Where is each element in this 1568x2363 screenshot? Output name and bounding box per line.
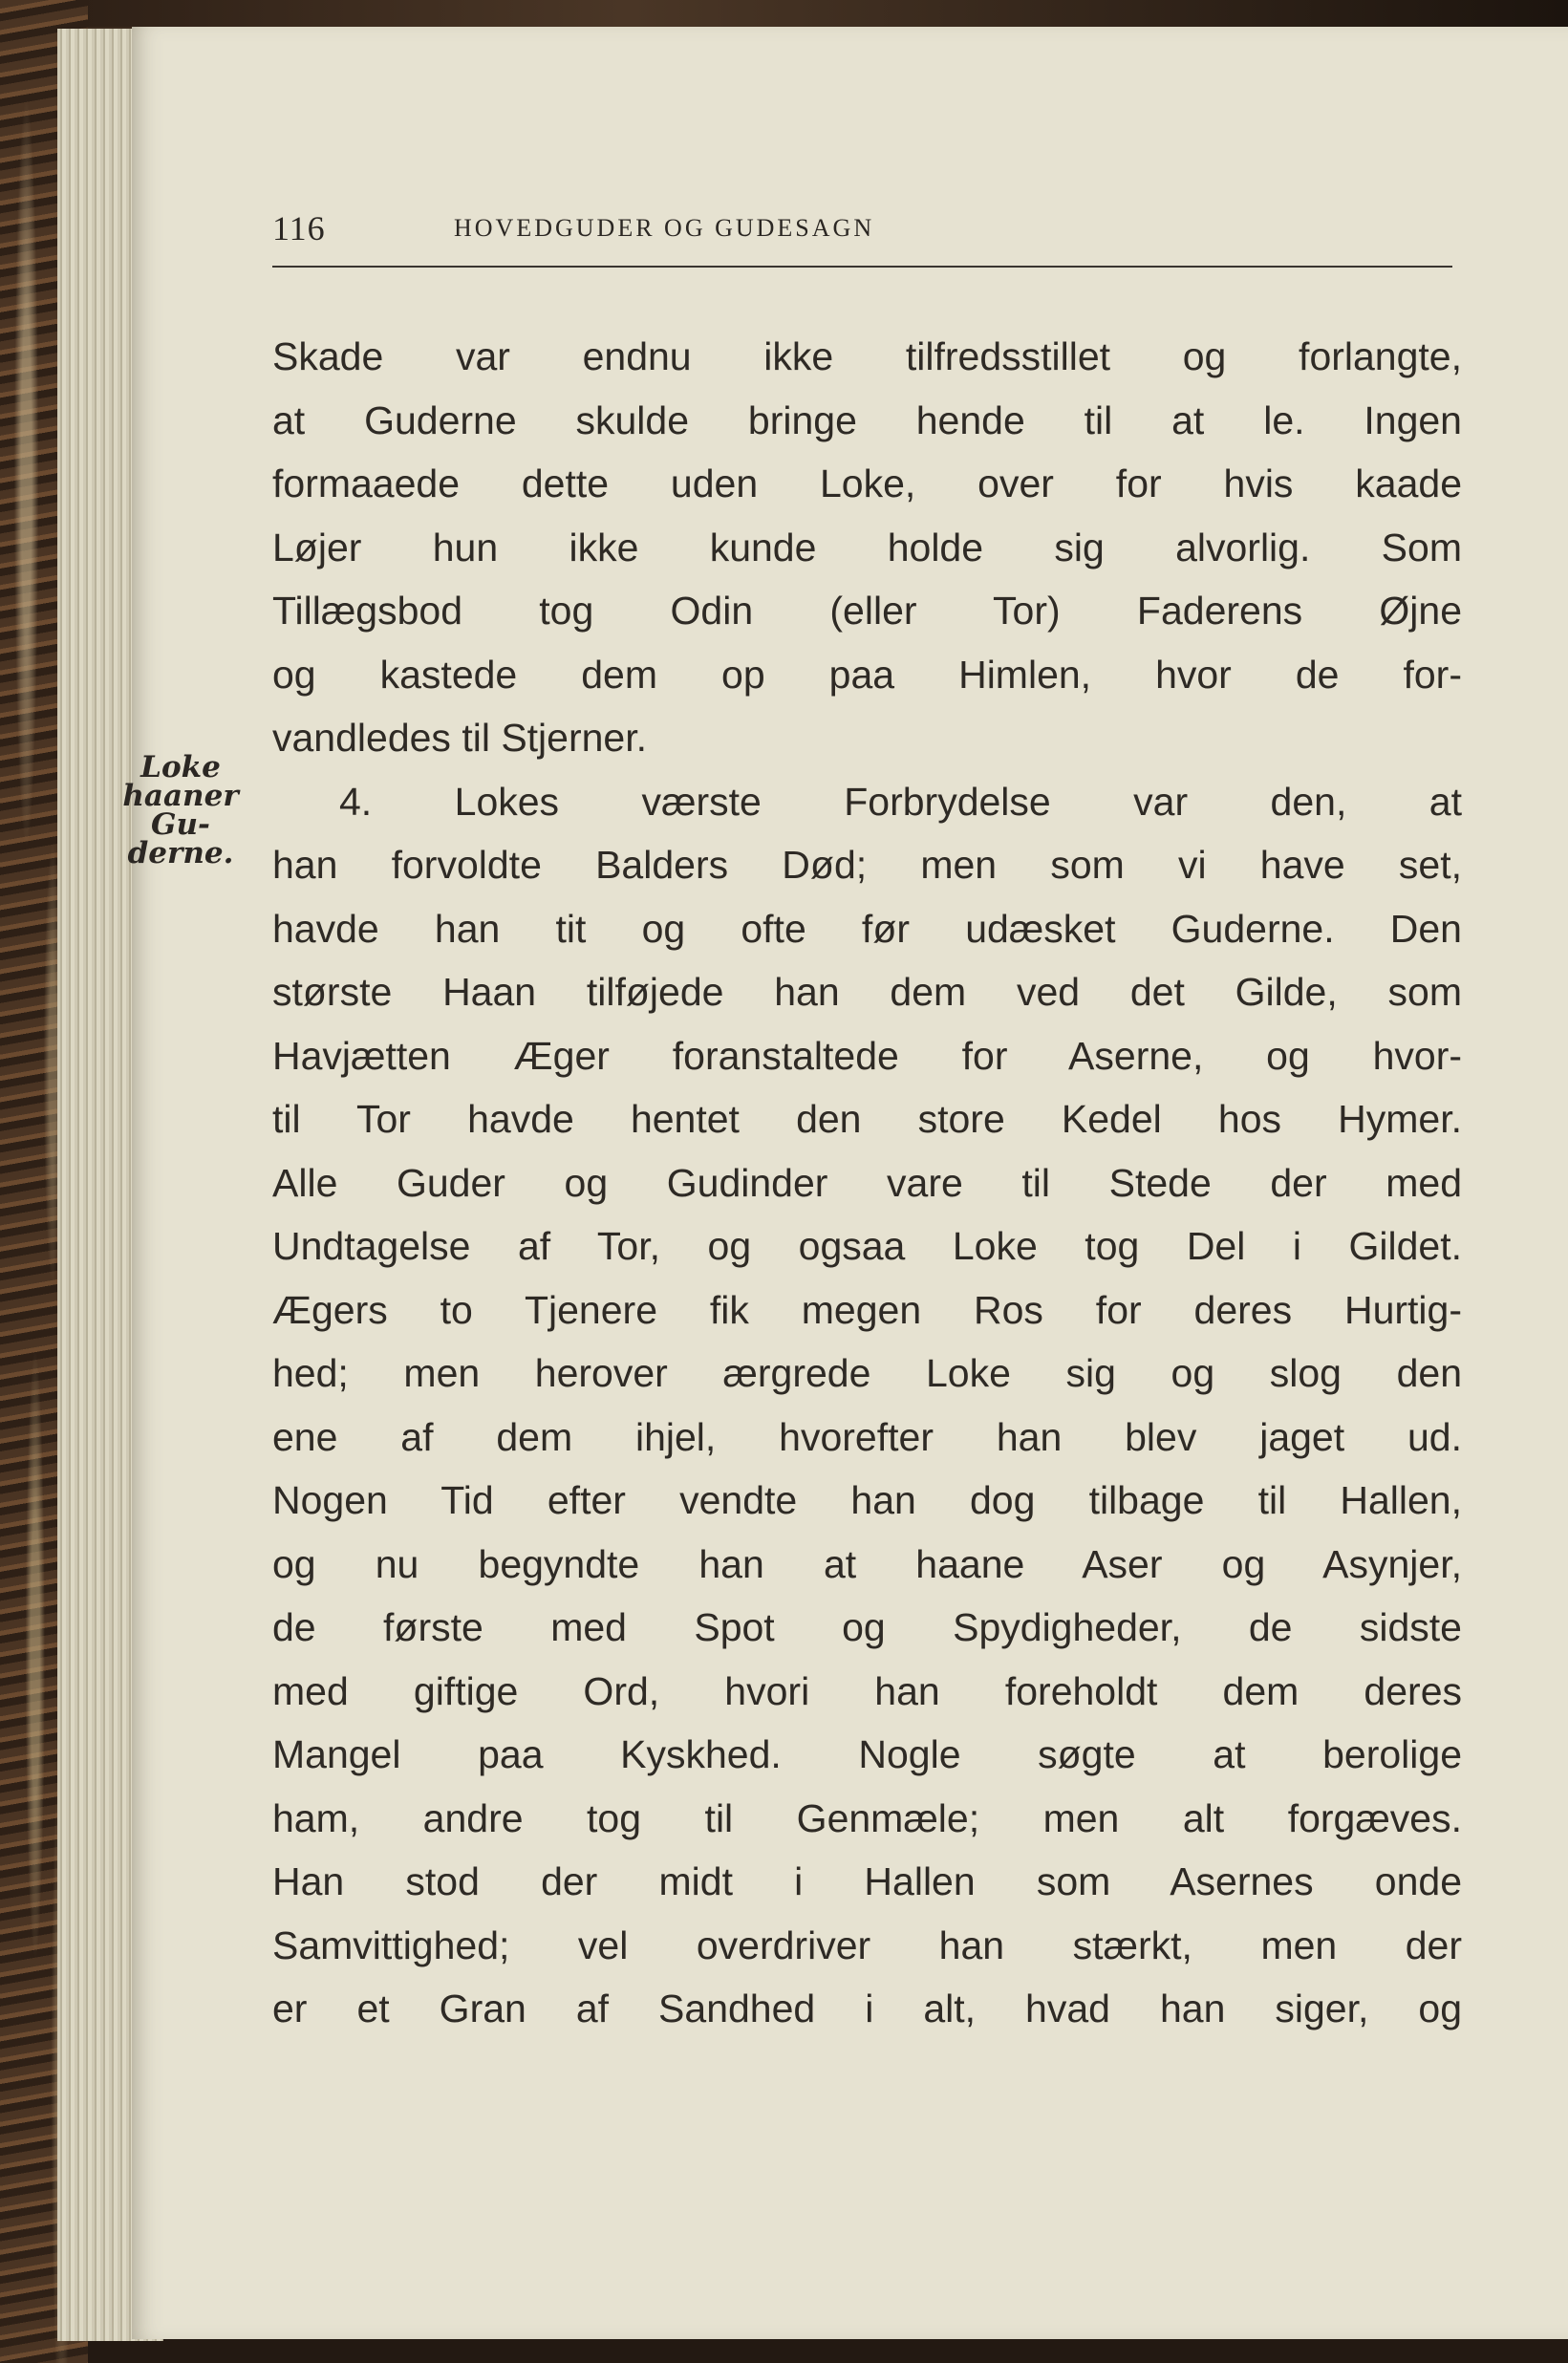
text-line: ene af dem ihjel, hvorefter han blev jaget ud. xyxy=(272,1414,1462,1459)
margin-note-line: haaner xyxy=(122,779,239,813)
margin-note-line: derne. xyxy=(127,836,234,870)
page-number: 116 xyxy=(272,209,326,247)
text-line: Nogen Tid efter vendte han dog tilbage til Hallen, xyxy=(272,1478,1462,1522)
text-line: han forvoldte Balders Død; men som vi have set, xyxy=(272,843,1462,887)
scan-background-top xyxy=(0,0,1568,27)
text-line: og kastede dem op paa Himlen, hvor de for- xyxy=(272,652,1462,697)
text-line: ham, andre tog til Genmæle; men alt forgæves. xyxy=(272,1795,1462,1840)
text-line: Han stod der midt i Hallen som Asernes onde xyxy=(272,1859,1462,1903)
text-line: Havjætten Æger foranstaltede for Aserne, og hvor- xyxy=(272,1033,1462,1078)
text-line: til Tor havde hentet den store Kedel hos Hymer. xyxy=(272,1097,1462,1141)
body-text xyxy=(272,325,1462,2041)
text-line: vandledes til Stjerner. xyxy=(272,716,648,760)
text-line: Tillægsbod tog Odin (eller Tor) Faderens Øjne xyxy=(272,589,1462,633)
text-line: Samvittighed; vel overdriver han stærkt, men der xyxy=(272,1923,1462,1967)
margin-note-line: Loke xyxy=(140,750,221,784)
margin-note-line: Gu- xyxy=(151,807,210,842)
text-line: Alle Guder og Gudinder vare til Stede der med xyxy=(272,1160,1462,1205)
text-line: Mangel paa Kyskhed. Nogle søgte at berolige xyxy=(272,1732,1462,1776)
text-line: de første med Spot og Spydigheder, de sidste xyxy=(272,1605,1462,1649)
running-title: HOVEDGUDER OG GUDESAGN xyxy=(454,214,875,242)
margin-note xyxy=(96,750,266,870)
text-line: havde han tit og ofte før udæsket Guderne. Den xyxy=(272,906,1462,951)
text-line: Ægers to Tjenere fik megen Ros for deres Hurtig- xyxy=(272,1287,1462,1332)
text-line: Skade var endnu ikke tilfredsstillet og forlangte, xyxy=(272,334,1462,378)
text-line: og nu begyndte han at haane Aser og Asynjer, xyxy=(272,1541,1462,1586)
text-line: hed; men herover ærgrede Loke sig og slog den xyxy=(272,1351,1462,1395)
text-line: er et Gran af Sandhed i alt, hvad han siger, og xyxy=(272,1987,1462,2030)
text-line: med giftige Ord, hvori han foreholdt dem deres xyxy=(272,1668,1462,1713)
text-line: at Guderne skulde bringe hende til at le. Ingen xyxy=(272,397,1462,442)
text-line: 4. Lokes værste Forbrydelse var den, at xyxy=(339,779,1462,824)
text-line: største Haan tilføjede han dem ved det Gilde, som xyxy=(272,970,1462,1014)
text-line: Undtagelse af Tor, og ogsaa Loke tog Del i Gildet. xyxy=(272,1224,1462,1268)
text-line: formaaede dette uden Loke, over for hvis kaade xyxy=(272,462,1462,505)
text-line: Løjer hun ikke kunde holde sig alvorlig. Som xyxy=(272,525,1462,569)
page-header xyxy=(272,208,1452,268)
